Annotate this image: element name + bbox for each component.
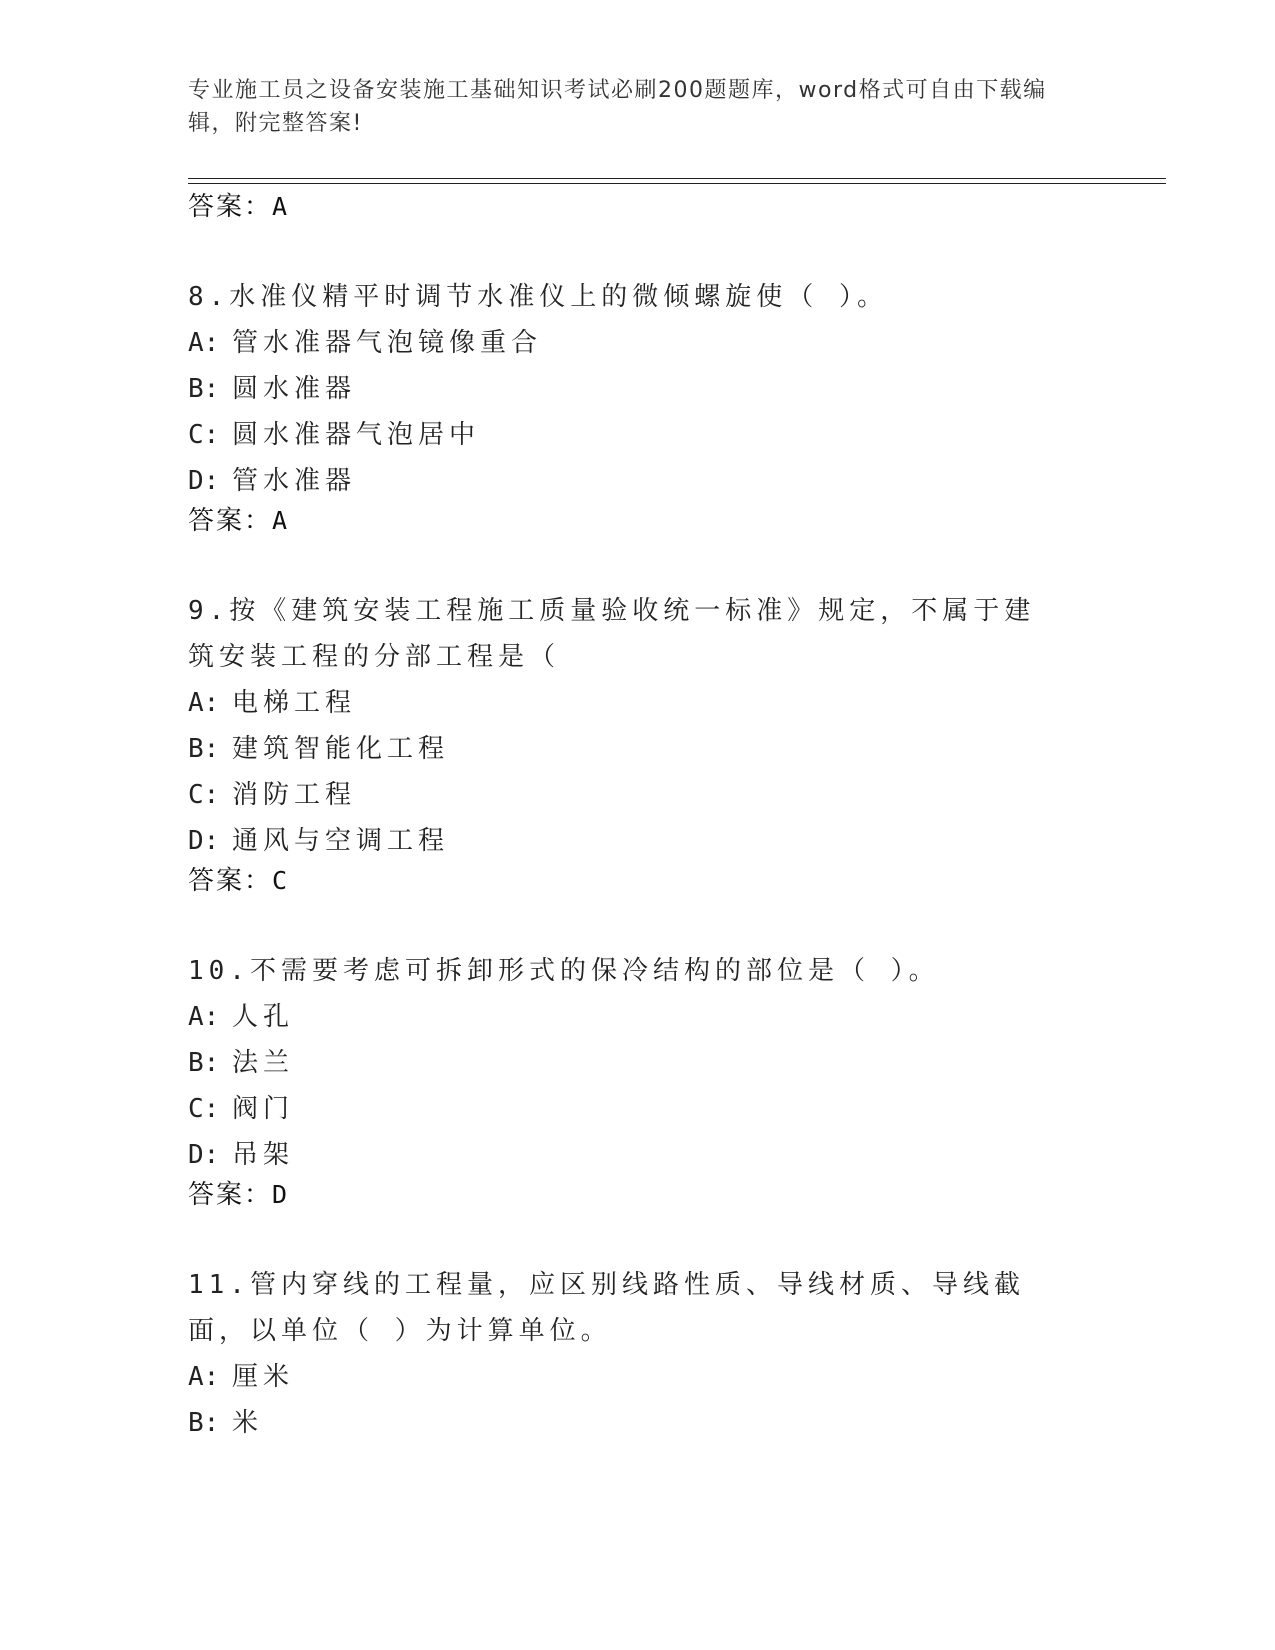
option-text: 阀门 (232, 1094, 295, 1124)
header-divider-top (188, 178, 1166, 179)
option-key: D: (188, 1140, 220, 1170)
document-header: 专业施工员之设备安装施工基础知识考试必刷200题题库，word格式可自由下载编辑，附完整答案! (188, 78, 1047, 136)
question-9 (188, 588, 1088, 864)
option-a (188, 1354, 1088, 1400)
option-key: B: (188, 1408, 220, 1438)
option-text: 管水准器 (232, 466, 357, 496)
option-key: A: (188, 328, 220, 358)
answer-value: A (272, 192, 288, 221)
option-a (188, 680, 1088, 726)
option-b (188, 1400, 1088, 1446)
option-b (188, 366, 1088, 412)
question-8 (188, 274, 1088, 504)
answer-10 (188, 1178, 287, 1212)
option-key: B: (188, 1048, 220, 1078)
question-stem: 9.按《建筑安装工程施工质量验收统一标准》规定，不属于建筑安装工程的分部工程是（ (188, 596, 1036, 672)
answer-8 (188, 504, 287, 538)
option-d (188, 458, 1088, 504)
option-text: 人孔 (232, 1002, 295, 1032)
option-c (188, 1086, 1088, 1132)
option-text: 厘米 (232, 1362, 295, 1392)
option-text: 吊架 (232, 1140, 295, 1170)
option-b (188, 726, 1088, 772)
option-key: C: (188, 780, 220, 810)
answer-value: A (272, 506, 288, 535)
question-stem: 11.管内穿线的工程量，应区别线路性质、导线材质、导线截面，以单位（ ）为计算单位。 (188, 1270, 1025, 1346)
option-key: A: (188, 688, 220, 718)
question-stem: 10.不需要考虑可拆卸形式的保冷结构的部位是（ ）。 (188, 956, 940, 986)
option-text: 圆水准器气泡居中 (232, 420, 481, 450)
previous-answer (188, 190, 287, 224)
question-11 (188, 1262, 1088, 1446)
option-key: C: (188, 1094, 220, 1124)
option-text: 通风与空调工程 (232, 826, 450, 856)
answer-value: D (272, 1180, 288, 1209)
answer-label: 答案： (188, 506, 273, 536)
option-d (188, 818, 1088, 864)
option-key: B: (188, 374, 220, 404)
option-text: 法兰 (232, 1048, 295, 1078)
option-c (188, 412, 1088, 458)
option-key: A: (188, 1362, 220, 1392)
option-c (188, 772, 1088, 818)
answer-value: C (272, 866, 288, 895)
question-10 (188, 948, 1088, 1178)
option-a (188, 320, 1088, 366)
option-key: A: (188, 1002, 220, 1032)
question-stem: 8.水准仪精平时调节水准仪上的微倾螺旋使（ ）。 (188, 282, 888, 312)
option-text: 电梯工程 (232, 688, 357, 718)
option-text: 管水准器气泡镜像重合 (232, 328, 543, 358)
option-text: 消防工程 (232, 780, 357, 810)
header-divider-bottom (188, 183, 1166, 184)
answer-label: 答案： (188, 1180, 273, 1210)
option-key: D: (188, 466, 220, 496)
option-key: C: (188, 420, 220, 450)
answer-label: 答案： (188, 192, 273, 222)
option-key: D: (188, 826, 220, 856)
answer-9 (188, 864, 287, 898)
option-d (188, 1132, 1088, 1178)
option-b (188, 1040, 1088, 1086)
option-text: 米 (232, 1408, 264, 1438)
answer-label: 答案： (188, 866, 273, 896)
option-text: 圆水准器 (232, 374, 357, 404)
option-text: 建筑智能化工程 (232, 734, 450, 764)
option-a (188, 994, 1088, 1040)
option-key: B: (188, 734, 220, 764)
